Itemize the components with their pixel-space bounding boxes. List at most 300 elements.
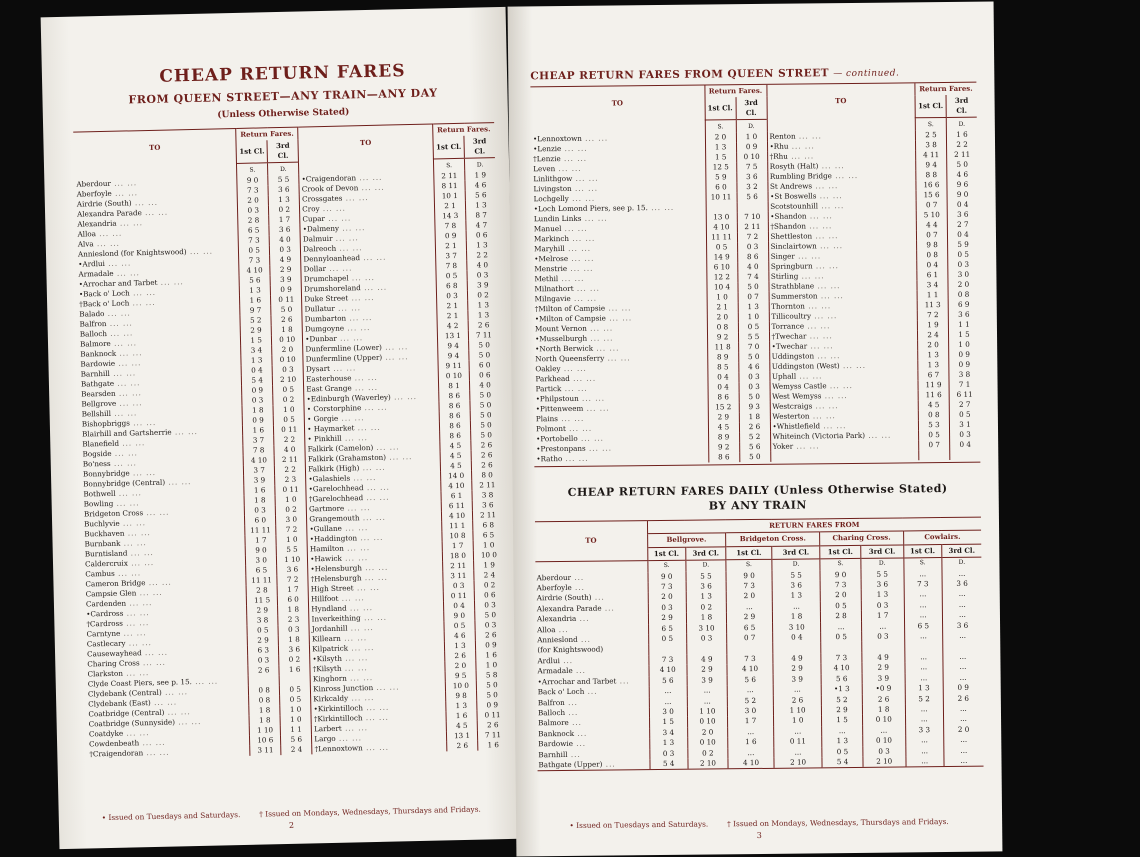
station-label: •Twechar <box>771 341 808 351</box>
third-class-fare: 1 8 <box>739 412 770 422</box>
station-label: Alloa <box>77 229 97 239</box>
third-class-fare: 4 0 <box>737 262 768 272</box>
station-label: †Helensburgh <box>310 573 362 584</box>
station-label: Hyndland <box>311 603 347 614</box>
first-class-fare: 11 11 <box>706 232 737 242</box>
third-class-fare: 7 11 <box>477 730 508 741</box>
first-class-fare: 4 6 <box>444 631 475 642</box>
leader-dots: ... ... <box>359 462 386 473</box>
station-name <box>534 452 708 464</box>
third-class-fare: 9 3 <box>739 402 770 412</box>
first-class-fare: 1 5 <box>241 335 272 346</box>
first-class-fare: 5 9 <box>705 172 736 182</box>
first-class-fare: 1 3 <box>444 641 475 652</box>
third-class-fare: 3 6 <box>772 580 820 591</box>
units-label: S. <box>433 158 464 171</box>
third-class-fare: 2 0 <box>943 724 983 735</box>
station-label: Lochgelly <box>533 193 569 204</box>
leader-dots: ... ... <box>338 223 366 233</box>
leader-dots: ... ... <box>363 482 390 493</box>
station-label: Buchlyvie <box>84 518 120 529</box>
first-class-fare: 2 0 <box>648 592 686 603</box>
leader-dots: ... ... <box>568 233 596 243</box>
station-label: Killearn <box>311 633 341 644</box>
third-class-fare: 1 7 <box>861 611 904 622</box>
station-label: High Street <box>310 583 354 594</box>
station-label: Dollar <box>303 263 327 274</box>
station-label: •Haddington <box>309 533 358 544</box>
third-class-fare: 1 0 <box>275 494 306 505</box>
station-label: •Ardlui <box>78 258 106 269</box>
station-label: Springburn <box>770 261 813 271</box>
first-class-fare: 6 5 <box>246 565 277 576</box>
first-class-fare: ... <box>905 756 943 767</box>
first-class-fare: 0 9 <box>242 385 273 396</box>
station-label: Back o' Loch <box>537 686 585 697</box>
third-class-fare: 2 0 <box>687 727 727 738</box>
leader-dots: ... ... <box>129 417 157 428</box>
third-class-header: 3rd Cl. <box>946 95 977 118</box>
first-class-fare: 7 3 <box>727 654 773 665</box>
third-class-fare: 5 0 <box>739 452 770 462</box>
station-label: †Garelochhead <box>308 493 364 504</box>
station-label: Rumbling Bridge <box>769 171 832 181</box>
first-class-fare: 1 6 <box>243 425 274 436</box>
first-class-fare: 8 6 <box>708 392 739 402</box>
third-class-fare: 1 3 <box>466 240 497 251</box>
first-class-fare: ... <box>649 696 687 707</box>
leader-dots: ... ... <box>593 343 620 353</box>
station-label: Crook of Devon <box>301 183 359 194</box>
third-class-fare: 0 11 <box>274 424 305 435</box>
third-class-fare: 4 0 <box>469 380 500 391</box>
station-label: •Kilsyth <box>312 653 343 664</box>
third-class-fare: 0 5 <box>949 410 980 420</box>
station-label: Dunfermline (Lower) <box>305 342 383 354</box>
first-class-fare: 6 5 <box>727 622 773 633</box>
first-class-fare: 0 5 <box>706 242 737 252</box>
first-class-fare: 16 6 <box>916 180 947 190</box>
first-class-fare: 1 3 <box>649 738 687 749</box>
leader-dots: ... ... <box>794 251 822 261</box>
station-label: Balloch <box>79 328 108 339</box>
third-class-fare: ... <box>862 725 905 736</box>
leader-dots: ... ... <box>120 628 147 638</box>
third-class-fare: 7 1 <box>949 380 980 390</box>
third-class-fare: 7 5 <box>736 162 767 172</box>
first-class-fare: 2 9 <box>240 325 271 336</box>
third-class-fare: 1 0 <box>273 405 304 416</box>
third-class-fare: ... <box>942 610 982 621</box>
third-class-fare: 3 9 <box>773 674 821 685</box>
third-class-fare: 3 9 <box>467 280 498 291</box>
third-class-fare: 3 6 <box>942 620 982 631</box>
third-class-fare: 8 0 <box>472 470 503 481</box>
third-class-fare: 5 5 <box>268 175 299 186</box>
first-class-fare: 0 3 <box>242 395 273 406</box>
third-class-fare: 0 3 <box>272 365 303 376</box>
leader-dots: ... ... <box>572 173 599 183</box>
station-label: Bathgate (Upper) <box>538 759 603 770</box>
leader-dots: ... ... <box>139 737 166 748</box>
third-class-fare: 0 2 <box>273 395 304 406</box>
leader-dots: ... ... <box>131 197 159 208</box>
first-class-fare: 0 3 <box>443 581 474 592</box>
third-class-fare: ... <box>774 747 822 758</box>
leader-dots: ... ... <box>561 223 588 234</box>
third-class-fare: 0 9 <box>475 640 506 651</box>
third-class-fare: 7 4 <box>737 272 768 282</box>
station-label: Burntisland <box>84 548 128 559</box>
station-label: Balmore <box>79 338 111 349</box>
station-charing-cross: Charing Cross. <box>820 531 903 545</box>
third-class-fare: 4 0 <box>269 235 300 246</box>
station-label: Falkirk (High) <box>308 463 360 474</box>
station-label: Hillfoot <box>311 593 339 604</box>
third-class-fare: 1 3 <box>468 300 499 311</box>
leader-dots: ... ... <box>788 141 815 151</box>
leader-dots: ... ... <box>171 426 199 437</box>
station-label: Alexandra Parade <box>76 208 142 219</box>
third-class-fare: 0 2 <box>279 654 310 665</box>
station-label: Bardowie <box>538 739 573 749</box>
first-class-fare: 3 9 <box>244 475 275 486</box>
first-class-fare: 1 8 <box>244 495 275 506</box>
leader-dots: ... <box>616 676 630 686</box>
third-class-fare: 3 1 <box>949 420 980 430</box>
first-class-fare: 5 6 <box>821 674 862 685</box>
station-label: Campsie Glen <box>85 588 137 599</box>
first-class-fare: 5 2 <box>240 315 271 326</box>
third-class-fare: ... <box>943 652 983 663</box>
first-class-fare: 1 9 <box>917 320 948 330</box>
leader-dots: ... ... <box>349 472 377 483</box>
third-class-fare: 2 2 <box>275 464 306 475</box>
third-class-fare: 0 4 <box>947 230 978 240</box>
station-label: •Ratho <box>536 454 563 464</box>
first-class-fare: 0 7 <box>919 440 950 450</box>
station-label: Scotstounhill <box>770 201 819 211</box>
first-class-fare: 7 3 <box>904 579 942 590</box>
station-label: Thornton <box>771 301 805 311</box>
first-class-fare: 1 5 <box>822 715 863 726</box>
to-header: TO <box>611 98 624 108</box>
units-label: S. <box>915 117 946 130</box>
first-class-fare: 11 11 <box>246 575 277 586</box>
third-class-fare: 2 10 <box>774 757 822 768</box>
first-class-header: 1st Cl. <box>915 95 946 118</box>
page-number: 3 <box>756 830 762 841</box>
third-class-fare: 1 3 <box>465 200 496 211</box>
third-class-fare: 5 2 <box>739 432 770 442</box>
first-class-fare: 3 0 <box>246 555 277 566</box>
first-class-fare: 2 0 <box>705 132 736 142</box>
station-label: Buckhaven <box>84 528 125 539</box>
first-class-fare: 0 8 <box>917 250 948 260</box>
first-class-fare: 2 0 <box>237 195 268 206</box>
leader-dots: ... ... <box>373 682 400 693</box>
first-class-fare: 1 7 <box>245 535 276 546</box>
third-class-fare: 0 8 <box>948 290 979 300</box>
leader-dots: ... <box>559 655 574 665</box>
station-label: St Andrews <box>769 181 813 191</box>
units-label: D. <box>736 119 767 132</box>
station-label: East Grange <box>306 383 352 394</box>
leader-dots: ... ... <box>581 133 609 143</box>
leader-dots: ... ... <box>129 467 157 478</box>
leader-dots: ... ... <box>119 518 147 528</box>
leader-dots: ... ... <box>357 532 384 543</box>
station-label: Aberdour <box>536 572 572 582</box>
first-class-fare: 0 3 <box>436 291 467 302</box>
leader-dots: ... ... <box>810 311 838 321</box>
first-class-fare: 0 7 <box>916 200 947 210</box>
leader-dots: ... ... <box>355 172 383 183</box>
first-class-fare: 2 4 <box>917 330 948 340</box>
first-class-fare: ... <box>904 600 942 611</box>
first-class-fare: ... <box>728 727 774 738</box>
first-class-fare: 1 1 <box>917 290 948 300</box>
third-class-fare: 4 7 <box>466 220 497 231</box>
leader-dots: ... <box>565 707 579 717</box>
station-label: †Twechar <box>771 331 807 341</box>
first-class-fare: 10 8 <box>442 531 473 542</box>
first-class-fare: 6 7 <box>918 370 949 380</box>
first-class-fare: 2 8 <box>246 585 277 596</box>
station-label: Larbert <box>313 723 342 734</box>
leader-dots: ... ... <box>818 161 845 171</box>
daily-title-line1: CHEAP RETURN FARES DAILY (Unless Otherwise Stated) <box>567 481 948 499</box>
leader-dots: ... ... <box>587 333 614 343</box>
footnote-monday: † Issued on Mondays, Wednesdays, Thursdays and Fridays. <box>727 816 949 829</box>
third-class-fare: 2 6 <box>471 450 502 461</box>
third-class-fare: 5 0 <box>470 400 501 411</box>
leader-dots: ... ... <box>332 233 359 243</box>
station-label: Yoker <box>772 441 794 451</box>
station-label: Airdrie (South) <box>536 593 592 603</box>
third-class-fare: 5 5 <box>861 569 904 580</box>
first-class-fare: 11 1 <box>442 521 473 532</box>
third-class-fare: 0 9 <box>270 285 301 296</box>
leader-dots: ... ... <box>340 633 368 643</box>
first-class-fare: 11 6 <box>918 390 949 400</box>
station-label: Cambus <box>85 568 115 579</box>
station-label: Rosyth (Halt) <box>769 161 819 171</box>
daily-fares-table <box>535 517 984 771</box>
first-class-fare <box>706 202 737 212</box>
leader-dots: ... ... <box>113 498 140 508</box>
station-label: Hamilton <box>309 543 344 554</box>
third-class-fare: 3 0 <box>276 514 307 525</box>
station-label: Aberfoyle <box>536 582 572 593</box>
third-class-fare: 0 3 <box>739 382 770 392</box>
station-label: Manuel <box>533 224 562 234</box>
third-class-fare: 0 10 <box>687 717 727 728</box>
third-class-fare: 0 3 <box>737 242 768 252</box>
station-label: Singer <box>770 251 795 261</box>
daily-title <box>535 481 981 516</box>
first-class-header: 1st Cl. <box>433 136 465 159</box>
leader-dots: ... ... <box>342 192 369 203</box>
first-class-fare: 0 11 <box>443 591 474 602</box>
first-class-fare: 7 8 <box>436 261 467 272</box>
first-class-fare: 4 10 <box>243 455 274 466</box>
first-class-fare: 1 6 <box>446 711 477 722</box>
first-class-fare: 1 3 <box>705 142 736 152</box>
leader-dots: ... ... <box>820 421 847 431</box>
third-class-fare <box>687 644 727 655</box>
first-class-fare: ... <box>904 610 942 621</box>
first-class-fare: 0 3 <box>648 603 686 614</box>
first-class-fare: 9 5 <box>445 671 476 682</box>
first-class-fare: 4 10 <box>441 481 472 492</box>
third-class-header: 3rd Cl. <box>686 547 726 561</box>
third-class-fare: 0 11 <box>477 710 508 721</box>
station-label: Sinclairtown <box>770 241 817 251</box>
station-label: Uddingston <box>771 351 815 361</box>
first-class-fare: 0 5 <box>821 632 862 643</box>
third-class-fare: 7 2 <box>277 574 308 585</box>
leader-dots: ... ... <box>798 271 825 281</box>
leader-dots: ... ... <box>812 261 839 271</box>
third-class-fare: 2 3 <box>275 474 306 485</box>
leader-dots: ... ... <box>817 291 844 301</box>
leader-dots: ... ... <box>124 528 151 538</box>
third-class-header: 3rd Cl. <box>267 140 299 163</box>
leader-dots: ... ... <box>571 183 599 193</box>
leader-dots: ... ... <box>110 338 138 348</box>
first-class-fare: 2 1 <box>434 201 465 212</box>
third-class-fare: 2 4 <box>474 570 505 581</box>
station-label: Burnbank <box>84 538 121 549</box>
third-class-fare: 4 9 <box>773 653 821 664</box>
leader-dots: ... ... <box>341 553 369 563</box>
first-class-fare: 4 5 <box>440 441 471 452</box>
first-class-fare: 9 11 <box>438 361 469 372</box>
station-label: Lundin Links <box>533 213 582 224</box>
first-class-fare: 11 8 <box>707 342 738 352</box>
station-label: Balfron <box>537 697 565 707</box>
first-class-fare: 1 6 <box>240 295 271 306</box>
station-label: Grangemouth <box>309 513 360 524</box>
third-class-fare: 7 2 <box>737 232 768 242</box>
third-class-fare: 0 3 <box>861 600 904 611</box>
station-label: Westerton <box>772 411 810 421</box>
leader-dots: ... ... <box>564 243 592 253</box>
station-label: Mount Vernon <box>534 323 587 334</box>
third-class-fare: 5 0 <box>471 430 502 441</box>
first-class-fare: 0 9 <box>435 231 466 242</box>
station-label: Uphall <box>771 371 797 381</box>
station-label: Duke Street <box>304 293 349 304</box>
third-class-fare: 1 0 <box>280 704 311 715</box>
first-class-fare: 3 7 <box>244 465 275 476</box>
first-class-fare: 2 0 <box>918 340 949 350</box>
third-class-fare: 0 10 <box>688 737 728 748</box>
units-label: S. <box>705 120 736 133</box>
first-class-fare: 0 3 <box>248 655 279 666</box>
leader-dots: ... ... <box>126 597 153 608</box>
first-class-fare: ... <box>905 735 943 746</box>
leader-dots: ... ... <box>341 653 369 663</box>
first-class-fare: 6 1 <box>441 491 472 502</box>
leader-dots: ... ... <box>804 321 831 331</box>
third-class-fare: 2 6 <box>477 720 508 731</box>
third-class-fare: ... <box>943 662 983 673</box>
first-class-fare: 3 4 <box>917 280 948 290</box>
third-class-fare <box>862 642 905 653</box>
first-class-fare: 0 3 <box>238 205 269 216</box>
first-class-fare: 0 4 <box>443 601 474 612</box>
third-class-fare: 5 5 <box>686 571 726 582</box>
station-label: Bearsden <box>81 388 116 399</box>
return-fares-from-header: RETURN FARES FROM <box>647 517 981 534</box>
third-class-fare: 0 5 <box>273 414 304 425</box>
first-class-fare: 2 1 <box>435 241 466 252</box>
third-class-fare: 4 6 <box>465 180 496 191</box>
leader-dots: ... ... <box>325 263 353 273</box>
station-label: Annieslond <box>537 634 578 645</box>
leader-dots: ... <box>567 749 581 759</box>
first-class-fare: 9 7 <box>240 305 271 316</box>
leader-dots: ... ... <box>831 170 859 181</box>
leader-dots: ... ... <box>110 458 137 468</box>
third-class-fare: ... <box>773 684 821 695</box>
leader-dots: ... ... <box>143 507 170 518</box>
first-class-fare: 2 0 <box>726 591 772 602</box>
third-class-fare: 3 9 <box>687 675 727 686</box>
leader-dots: ... ... <box>814 351 841 361</box>
third-class-fare: ... <box>687 696 727 707</box>
first-class-header: 1st Cl. <box>726 546 772 560</box>
first-class-fare: ... <box>821 622 862 633</box>
third-class-fare: 0 9 <box>943 683 983 694</box>
station-label: Milnathort <box>534 283 574 294</box>
leader-dots: ... ... <box>348 292 375 303</box>
station-label: Bogside <box>82 448 112 459</box>
station-label: Dumgoyne <box>304 323 345 334</box>
leader-dots: ... <box>564 697 578 707</box>
station-label: Alloa <box>537 624 556 634</box>
station-label: Stirling <box>770 271 799 281</box>
leader-dots: ... ... <box>111 448 138 458</box>
leader-dots: ... ... <box>106 328 134 338</box>
leader-dots: ... ... <box>361 562 389 573</box>
first-class-fare: 9 2 <box>708 442 739 452</box>
station-label: •Shandon <box>770 211 807 221</box>
third-class-fare: 3 6 <box>268 185 299 196</box>
leader-dots: ... ... <box>341 663 368 673</box>
third-class-fare: 2 11 <box>472 480 503 491</box>
first-class-fare: 6 5 <box>648 623 686 634</box>
leader-dots: ... <box>577 634 591 644</box>
leader-dots: ... ... <box>359 252 387 263</box>
first-class-fare: 1 5 <box>705 152 736 162</box>
first-class-fare: 4 2 <box>437 321 468 332</box>
third-class-fare: 2 6 <box>943 693 983 704</box>
leader-dots: ... ... <box>335 733 363 743</box>
third-class-fare: 4 9 <box>862 652 905 663</box>
first-class-fare: ... <box>649 686 687 697</box>
first-class-fare: 14 9 <box>706 252 737 262</box>
third-class-fare: 1 3 <box>686 592 726 603</box>
station-label: Airdrie (South) <box>76 198 132 209</box>
third-class-fare: ... <box>944 735 984 746</box>
first-class-fare: 9 4 <box>438 341 469 352</box>
leader-dots: ... <box>591 593 605 603</box>
third-class-fare: ... <box>944 745 984 756</box>
to-header: TO <box>766 83 915 119</box>
